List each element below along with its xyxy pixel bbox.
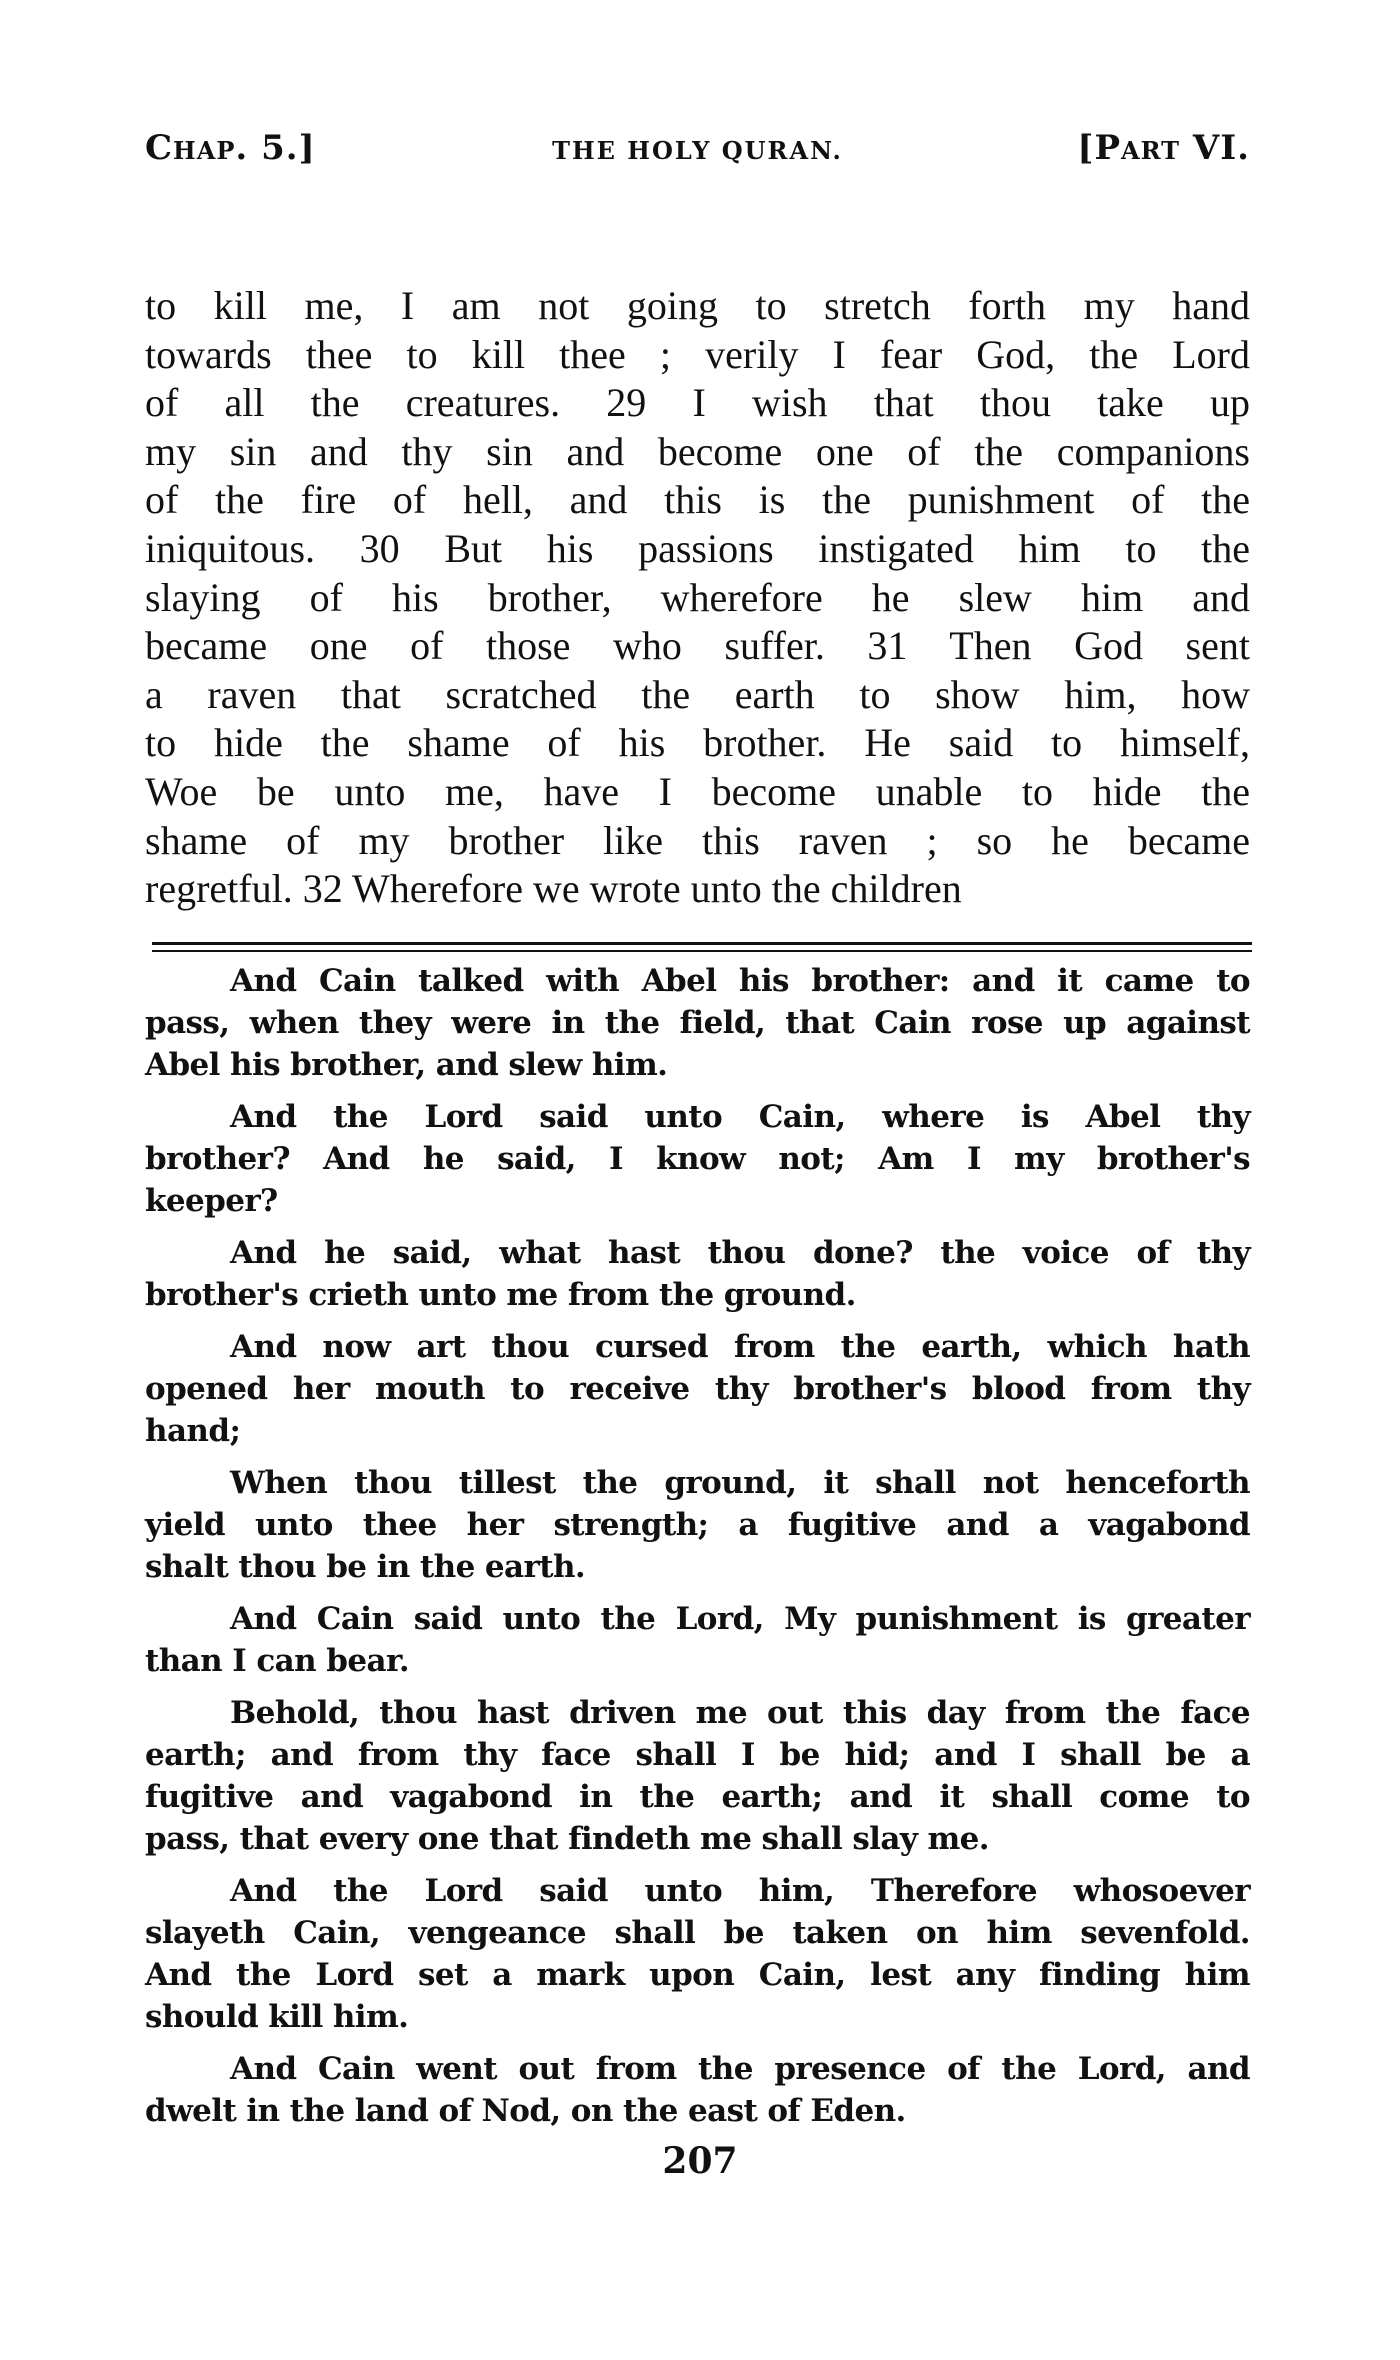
footnote-divider bbox=[152, 942, 1252, 945]
footnote-line: Abel his brother, and slew him. bbox=[145, 1047, 668, 1083]
footnote-line: than I can bear. bbox=[145, 1643, 410, 1679]
footnote-line: dwelt in the land of Nod, on the east of Eden. bbox=[145, 2093, 906, 2129]
footnote-line: keeper? bbox=[145, 1183, 278, 1219]
text-line: Woe be unto me, have I become unable to hide the bbox=[145, 768, 1250, 814]
text-line: slaying of his brother, wherefore he slew him and bbox=[145, 574, 1250, 620]
text-line: towards thee to kill thee ; verily I fear God, the Lord bbox=[145, 331, 1250, 377]
text-line: iniquitous. 30 But his passions instigated him to the bbox=[145, 525, 1250, 571]
footnote-paragraph bbox=[145, 2048, 1250, 2132]
footnote-line: And now art thou cursed from the earth, which hath bbox=[230, 1329, 1250, 1365]
footnote-line: And the Lord said unto him, Therefore whosoever bbox=[230, 1873, 1250, 1909]
footnote-line: fugitive and vagabond in the earth; and it shall come to bbox=[145, 1779, 1250, 1815]
page-number: 207 bbox=[662, 2140, 738, 2182]
footnote-line: yield unto thee her strength; a fugitive and a vagabond bbox=[145, 1507, 1250, 1543]
footnote-line: pass, when they were in the field, that Cain rose up against bbox=[145, 1005, 1250, 1041]
footnote-paragraph bbox=[145, 1326, 1250, 1452]
book-title: THE HOLY QURAN. bbox=[552, 136, 843, 165]
footnote-line: brother's crieth unto me from the ground. bbox=[145, 1277, 856, 1313]
footnote-divider-secondary bbox=[152, 950, 1252, 952]
footnote-line: earth; and from thy face shall I be hid; and I shall be a bbox=[145, 1737, 1250, 1773]
main-text bbox=[145, 282, 1250, 914]
footnote-paragraph bbox=[145, 1598, 1250, 1682]
footnote-paragraph bbox=[145, 960, 1250, 1086]
footnote-line: pass, that every one that findeth me shall slay me. bbox=[145, 1821, 989, 1857]
footnote-line: should kill him. bbox=[145, 1999, 409, 2035]
footnote-line: When thou tillest the ground, it shall not henceforth bbox=[230, 1465, 1250, 1501]
footnote-block bbox=[145, 960, 1250, 2142]
footnote-line: And Cain said unto the Lord, My punishment is greater bbox=[230, 1601, 1250, 1637]
footnote-paragraph bbox=[145, 1096, 1250, 1222]
footnote-line: And he said, what hast thou done? the voice of thy bbox=[230, 1235, 1250, 1271]
footnote-paragraph bbox=[145, 1870, 1250, 2038]
footnote-line: Behold, thou hast driven me out this day from the face bbox=[230, 1695, 1250, 1731]
footnote-paragraph bbox=[145, 1462, 1250, 1588]
footnote-line: And the Lord set a mark upon Cain, lest any finding him bbox=[145, 1957, 1250, 1993]
text-line: shame of my brother like this raven ; so he became bbox=[145, 817, 1250, 863]
footnote-paragraph bbox=[145, 1692, 1250, 1860]
text-line: of the fire of hell, and this is the punishment of the bbox=[145, 477, 1250, 523]
text-line: regretful. 32 Wherefore we wrote unto the children bbox=[145, 866, 962, 912]
text-line: to hide the shame of his brother. He said to himself, bbox=[145, 720, 1250, 766]
footnote-line: brother? And he said, I know not; Am I my brother's bbox=[145, 1141, 1250, 1177]
footnote-paragraph bbox=[145, 1232, 1250, 1316]
footnote-line: slayeth Cain, vengeance shall be taken on him sevenfold. bbox=[145, 1915, 1250, 1951]
footnote-line: And Cain went out from the presence of the Lord, and bbox=[230, 2051, 1250, 2087]
text-line: to kill me, I am not going to stretch forth my hand bbox=[145, 283, 1250, 328]
footnote-line: opened her mouth to receive thy brother's blood from thy bbox=[145, 1371, 1250, 1407]
footnote-line: hand; bbox=[145, 1413, 241, 1449]
footnote-line: And the Lord said unto Cain, where is Abel thy bbox=[230, 1099, 1250, 1135]
part-label: [Part VI. bbox=[1077, 128, 1250, 168]
text-line: my sin and thy sin and become one of the companions bbox=[145, 428, 1250, 474]
text-line: of all the creatures. 29 I wish that thou take up bbox=[145, 380, 1250, 426]
running-header bbox=[145, 128, 1250, 178]
chapter-label: Chap. 5.] bbox=[145, 128, 316, 168]
text-line: a raven that scratched the earth to show him, how bbox=[145, 671, 1250, 717]
text-line: became one of those who suffer. 31 Then God sent bbox=[145, 623, 1250, 669]
footnote-line: shalt thou be in the earth. bbox=[145, 1549, 586, 1585]
footnote-line: And Cain talked with Abel his brother: and it came to bbox=[230, 963, 1250, 999]
